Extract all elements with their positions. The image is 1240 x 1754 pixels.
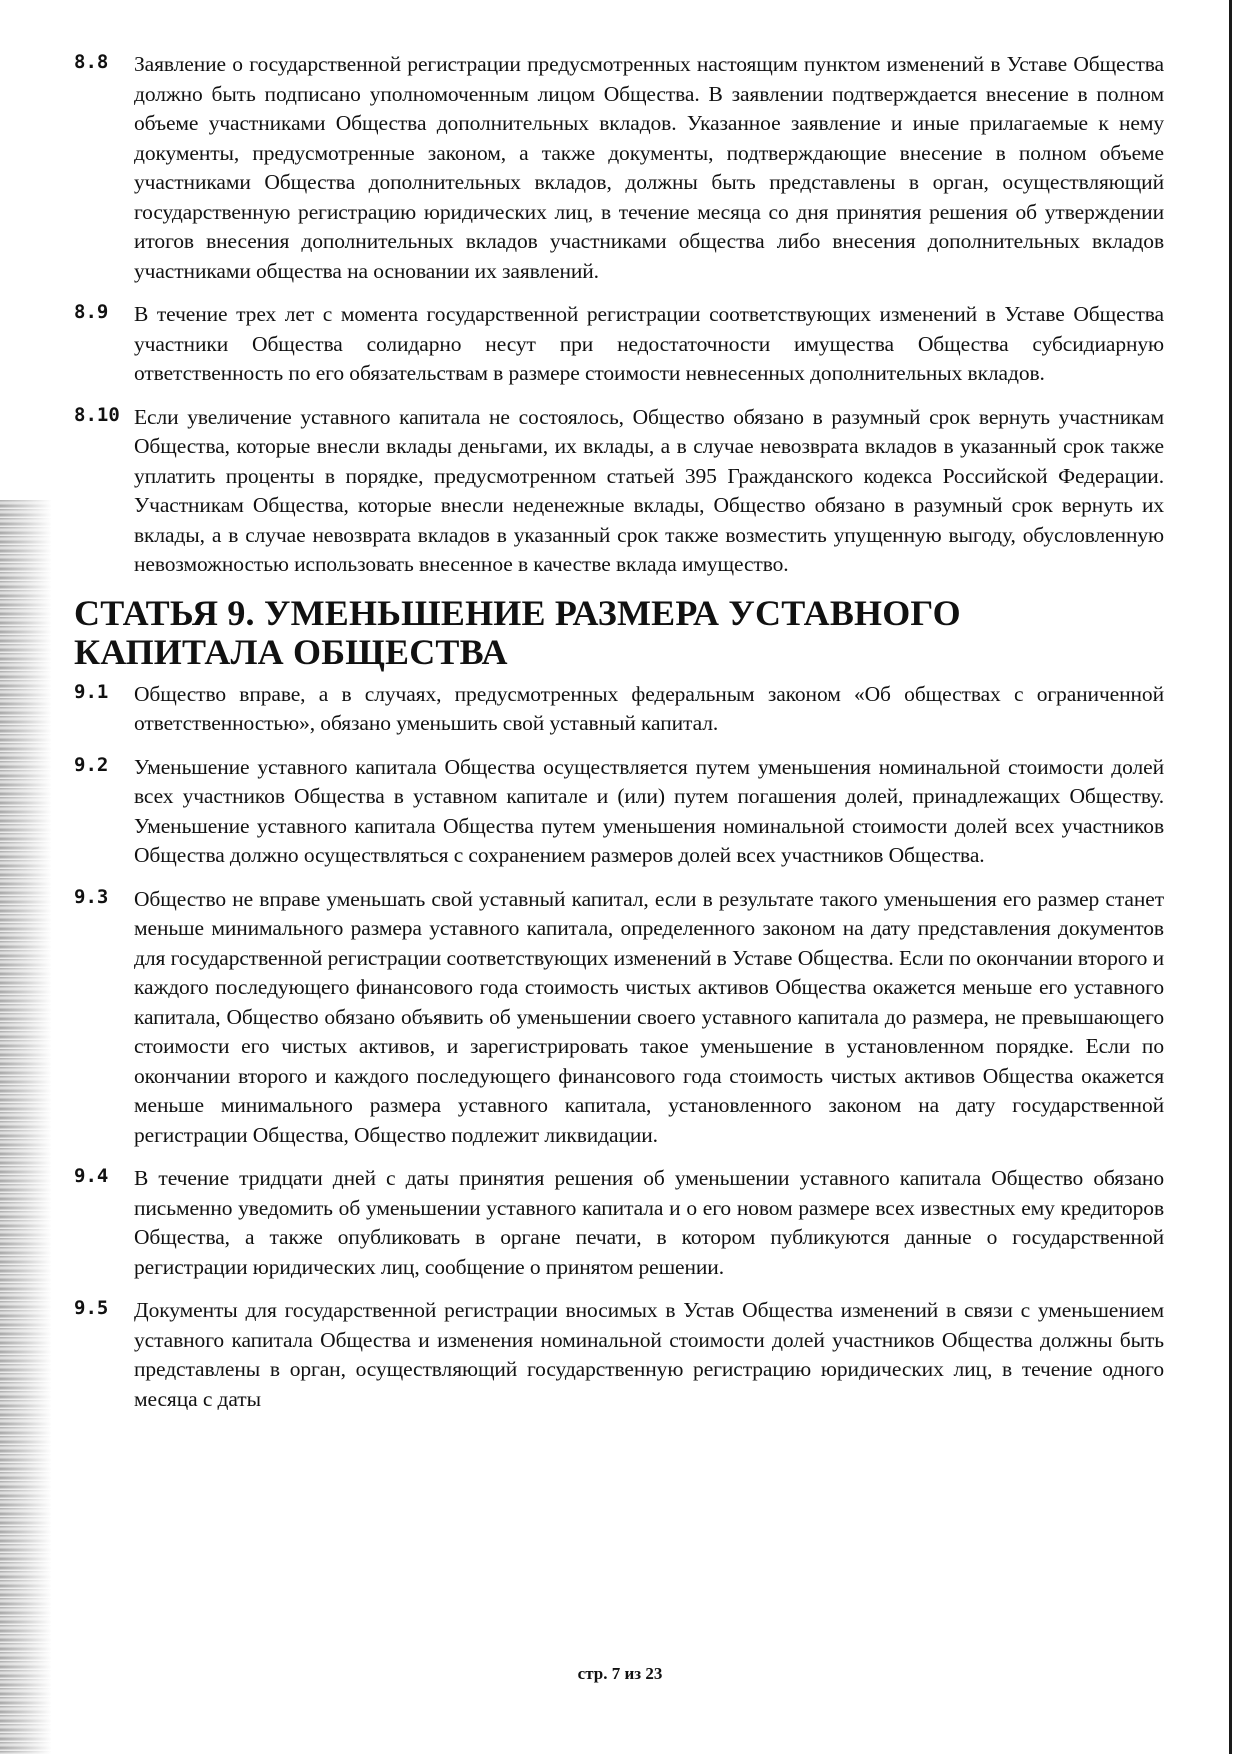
page-number: стр. 7 из 23 bbox=[577, 1664, 663, 1683]
clause-number: 9.3 bbox=[74, 885, 109, 908]
clause-text: Уменьшение уставного капитала Общества осуществляется путем уменьшения номинальной стоимости долей всех участников Общества в уставном капитале и (или) путем погашения долей, принадлежащих Обществу. Уменьшение уставного капитала Общества путем уменьшения номинальной стоимости долей всех участников Общества должно осуществляться с сохранением размеров долей всех участников Общества. bbox=[134, 754, 1164, 867]
scan-edge-right bbox=[1229, 0, 1232, 1754]
scan-edge-left bbox=[0, 500, 52, 1754]
clause-number: 8.9 bbox=[74, 301, 109, 323]
clause-text: Заявление о государственной регистрации предусмотренных настоящим пунктом изменений в Уставе Общества должно быть подписано уполномоченным лицом Общества. В заявлении подтверждается внесение в полном объеме участниками Общества дополнительных вкладов. Указанное заявление и иные прилагаемые к нему документы, предусмотренные законом, а также документы, подтверждающие внесение в полном объеме участниками Общества дополнительных вкладов, должны быть представлены в орган, осуществляющий государственную регистрацию юридических лиц, в течение месяца со дня принятия решения об утверждении итогов внесения дополнительных вкладов участниками общества либо внесения дополнительных вкладов участниками общества на основании их заявлений. bbox=[134, 52, 1164, 283]
clause-text: Общество вправе, а в случаях, предусмотренных федеральным законом «Об обществах с ограниченной ответственностью», обязано уменьшить свой уставный капитал. bbox=[134, 681, 1164, 735]
clause bbox=[74, 885, 1164, 1151]
article-heading: СТАТЬЯ 9. УМЕНЬШЕНИЕ РАЗМЕРА УСТАВНОГО КАПИТАЛА ОБЩЕСТВА bbox=[74, 592, 961, 672]
clause-text: Общество не вправе уменьшать свой уставный капитал, если в результате такого уменьшения его размер станет меньше минимального размера уставного капитала, определенного законом на дату представления документов для государственной регистрации соответствующих изменений в Уставе Общества. Если по окончании второго и каждого последующего финансового года стоимость чистых активов Общества окажется меньше его уставного капитала, Общество обязано объявить об уменьшении своего уставного капитала до размера, не превышающего стоимости его чистых активов, и зарегистрировать такое уменьшение в установленном порядке. Если по окончании второго и каждого последующего финансового года стоимость чистых активов Общества окажется меньше минимального размера уставного капитала, установленного законом на дату государственной регистрации Общества, Общество подлежит ликвидации. bbox=[134, 886, 1164, 1147]
clause bbox=[74, 680, 1164, 739]
clause bbox=[74, 1164, 1164, 1282]
clause bbox=[74, 300, 1164, 389]
clause bbox=[74, 403, 1164, 580]
clause-number: 9.2 bbox=[74, 753, 109, 776]
clauses-section-8 bbox=[74, 50, 1164, 580]
clause-number: 9.1 bbox=[74, 680, 109, 703]
clause bbox=[74, 753, 1164, 871]
clauses-section-9 bbox=[74, 680, 1164, 1415]
clause-number: 8.10 bbox=[74, 403, 120, 426]
clause-text: В течение тридцати дней с даты принятия решения об уменьшении уставного капитала Общество обязано письменно уведомить об уменьшении уставного капитала и о его новом размере всех известных ему кредиторов Общества, а также опубликовать в органе печати, в котором публикуются данные о государственной регистрации юридических лиц, сообщение о принятом решении. bbox=[134, 1166, 1164, 1279]
document-page bbox=[74, 50, 1164, 1428]
clause-text: Документы для государственной регистрации вносимых в Устав Общества изменений в связи с уменьшением уставного капитала Общества и изменения номинальной стоимости долей участников Общества должны быть представлены в орган, осуществляющий государственную регистрацию юридических лиц, в течение одного месяца с даты bbox=[134, 1298, 1164, 1411]
clause-text: Если увеличение уставного капитала не состоялось, Общество обязано в разумный срок вернуть участникам Общества, которые внесли вклады деньгами, их вклады, а в случае невозврата вкладов в указанный срок также уплатить проценты в порядке, предусмотренном статьей 395 Гражданского кодекса Российской Федерации. Участникам Общества, которые внесли неденежные вклады, Общество обязано в разумный срок вернуть их вклады, а в случае невозврата вкладов в указанный срок также возместить упущенную выгоду, обусловленную невозможностью использовать внесенное в качестве вклада имущество. bbox=[134, 404, 1164, 576]
clause-number: 8.8 bbox=[74, 51, 109, 73]
clause bbox=[74, 1296, 1164, 1414]
clause bbox=[74, 50, 1164, 286]
clause-number: 9.4 bbox=[74, 1165, 109, 1187]
clause-number: 9.5 bbox=[74, 1297, 109, 1319]
clause-text: В течение трех лет с момента государственной регистрации соответствующих изменений в Уставе Общества участники Общества солидарно несут при недостаточности имущества Общества субсидиарную ответственность по его обязательствам в размере стоимости невнесенных дополнительных вкладов. bbox=[134, 302, 1164, 385]
